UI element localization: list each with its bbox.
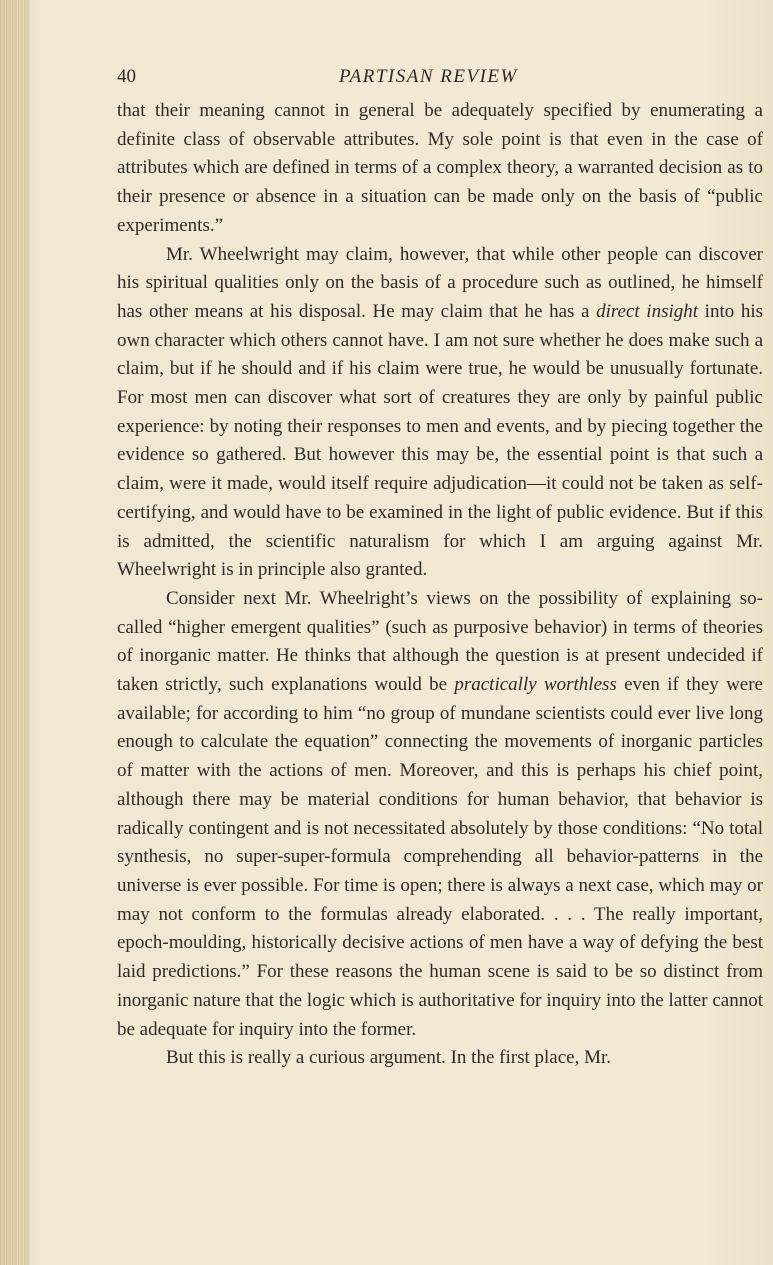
paragraph-1	[117, 97, 763, 241]
body-text	[117, 97, 763, 1073]
paragraph-text: Consider next Mr. Wheelright’s views on the possibility of explaining so-called “higher emergent qualities” (such as purposive behavior) in terms of theories of inorganic matter. He thinks that although the question is at present undecided if taken strictly, such explanations would be	[117, 587, 763, 696]
running-head: PARTISAN REVIEW	[339, 66, 518, 87]
page-header	[117, 62, 763, 92]
paragraph-text: even if they were available; for according to him “no group of mundane scientists could ever live long enough to calculate the equation” connecting the movements of inorganic particles of matter with the actions of men. Moreover, and this is perhaps his chief point, although there may be material conditions for human behavior, that behavior is radically contingent and is not necessitated absolutely by those conditions: “No total synthesis, no super-super-formula comprehending all behavior-patterns in the universe is ever possible. For time is open; there is always a next case, which may or may not conform to the formulas already elaborated. . . . The really important, epoch-moulding, historically decisive actions of men have a way of defying the best laid predictions.” For these reasons the human scene is said to be so distinct from inorganic nature that the logic which is authoritative for inquiry into the latter cannot be adequate for inquiry into the former.	[117, 674, 763, 1040]
paragraph-text: Mr. Wheelwright may claim, however, that while other people can discover his spiritual qualities only on the basis of a procedure such as outlined, he himself has other means at his disposal. He may claim that he has a	[117, 243, 763, 322]
page-binding-edge	[0, 0, 30, 1265]
italic-phrase-practically-worthless: practically worthless	[454, 674, 617, 696]
paragraph-text: But this is really a curious argument. In the first place, Mr.	[166, 1047, 611, 1069]
paragraph-text: that their meaning cannot in general be adequately specified by enumerating a definite class of observable attributes. My sole point is that even in the case of attributes which are defined in terms of a complex theory, a warranted decision as to their presence or absence in a situation can be made only on the basis of “public experiments.”	[117, 100, 763, 236]
page-number: 40	[117, 66, 136, 87]
paragraph-4	[117, 1044, 763, 1073]
italic-phrase-direct-insight: direct insight	[596, 300, 699, 322]
paragraph-2	[117, 241, 763, 585]
paragraph-3	[117, 585, 763, 1044]
paragraph-text: into his own character which others cannot have. I am not sure whether he does make such a claim, but if he should and if his claim were true, he would be unusually fortunate. For most men can discover what sort of creatures they are only by painful public experience: by noting their responses to men and events, and by piecing together the evidence so gathered. But however this may be, the essential point is that such a claim, were it made, would itself require adjudication—it could not be taken as self-certifying, and would have to be examined in the light of public evidence. But if this is admitted, the scientific naturalism for which I am arguing against Mr. Wheelwright is in principle also granted.	[117, 300, 764, 581]
